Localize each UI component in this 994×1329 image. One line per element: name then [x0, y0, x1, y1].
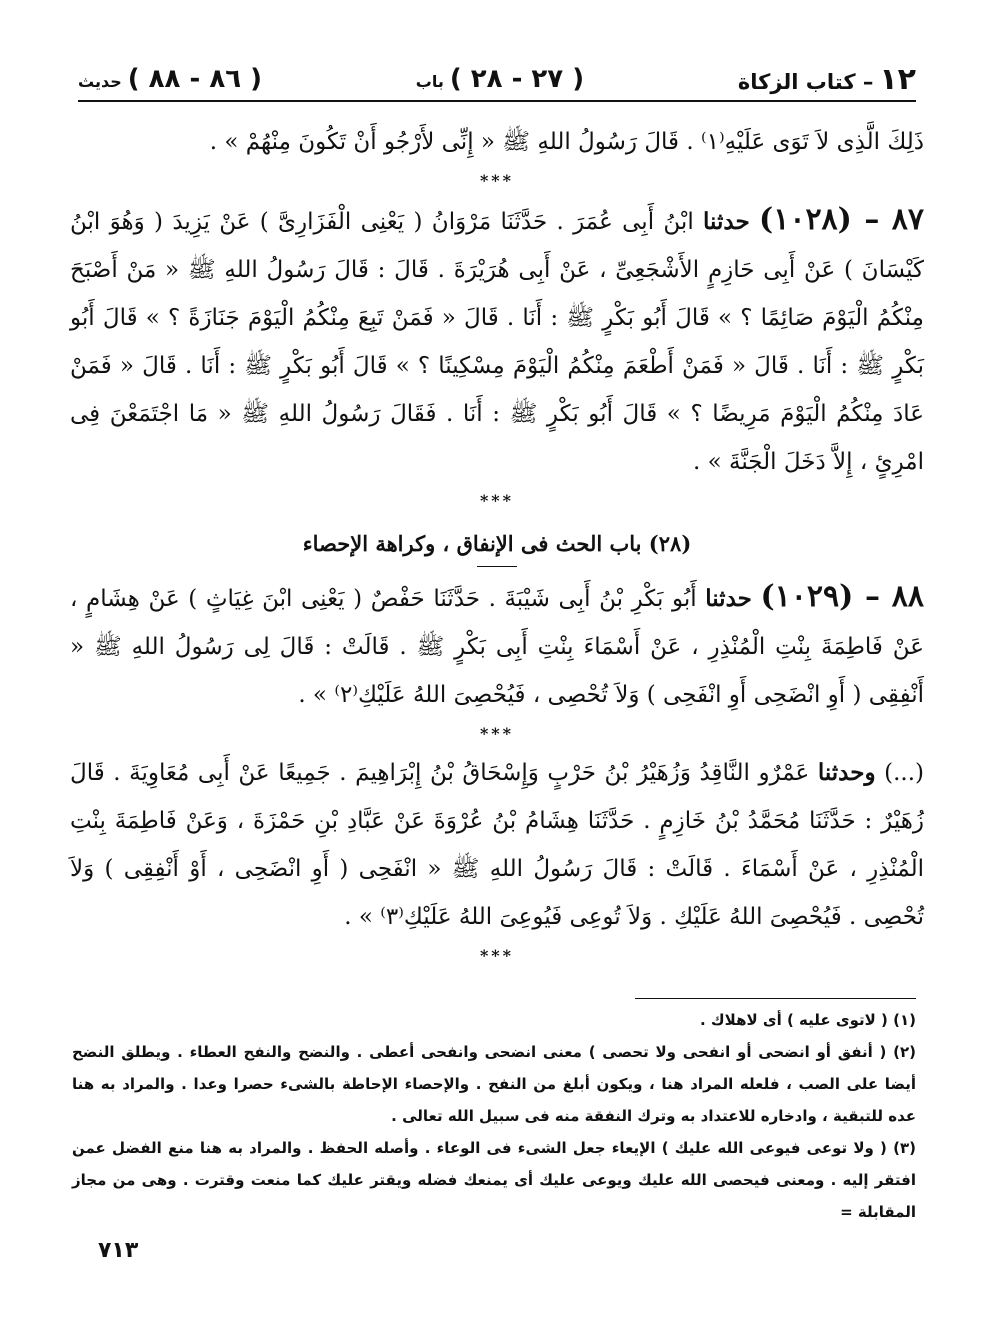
- hadith-number: (...): [884, 760, 924, 786]
- hadith-text: أَبُو بَكْرِ بْنُ أَبِى شَيْبَةَ . حَدَّثَنَا حَفْصٌ ( يَعْنِى ابْنَ غِيَاثٍ ) عَنْ هِشَامٍ ، عَنْ فَاطِمَةَ بِنْتِ الْمُنْذِرِ ، عَنْ أَسْمَاءَ بِنْتِ أَبِى بَكْرٍ ﷺ . قَالَتْ : قَالَ لِى رَسُولُ اللهِ ﷺ « أَنْفِقِى ( أَوِ انْضَحِى أَوِ انْفَحِى ) وَلاَ تُحْصِى ، فَيُحْصِىَ اللهُ عَلَيْكِ⁽٢⁾ » .: [70, 586, 924, 708]
- page-number: ٧١٣: [98, 1238, 139, 1263]
- footnote-3: (٣) ( ولا توعى فيوعى الله عليك ) الإيعاء جعل الشىء فى الوعاء . وأصله الحفظ . والمراد به هنا منع الفضل عمن افتقر إليه . ومعنى فيحصى الله عليك ويوعى عليك أى يمنعك فضله ويقتر عليك كما منعت وقترت . وهى من مجاز المقابلة =: [72, 1139, 916, 1221]
- hadith-text: ابْنُ أَبِى عُمَرَ . حَدَّثَنَا مَرْوَانُ ( يَعْنِى الْفَزَارِىَّ ) عَنْ يَزِيدَ ( وَهُوَ ابْنُ كَيْسَانَ ) عَنْ أَبِى حَازِمٍ الأَشْجَعِىِّ ، عَنْ أَبِى هُرَيْرَةَ . قَالَ : قَالَ رَسُولُ اللهِ ﷺ « مَنْ أَصْبَحَ مِنْكُمُ الْيَوْمَ صَائِمًا ؟ » قَالَ أَبُو بَكْرٍ ﷺ : أَنَا . قَالَ « فَمَنْ تَبِعَ مِنْكُمُ الْيَوْمَ جَنَازَةً ؟ » قَالَ أَبُو بَكْرٍ ﷺ : أَنَا . قَالَ « فَمَنْ أَطْعَمَ مِنْكُمُ الْيَوْمَ مِسْكِينًا ؟ » قَالَ أَبُو بَكْرٍ ﷺ : أَنَا . قَالَ « فَمَنْ عَادَ مِنْكُمُ الْيَوْمَ مَرِيضًا ؟ » قَالَ أَبُو بَكْرٍ ﷺ : أَنَا . فَقَالَ رَسُولُ اللهِ ﷺ « مَا اجْتَمَعْنَ فِى امْرِئٍ ، إِلاَّ دَخَلَ الْجَنَّةَ » .: [70, 209, 924, 475]
- title-underline: [477, 566, 517, 567]
- text-line-continuation: ذَلِكَ الَّذِى لاَ تَوَى عَلَيْهِ⁽١⁾ . قَالَ رَسُولُ اللهِ ﷺ « إِنِّى لأَرْجُو أَنْ تَكُونَ مِنْهُمْ » .: [209, 129, 924, 155]
- hadith-label: حديث: [78, 72, 122, 91]
- book-title: – كتاب الزكاة: [737, 69, 874, 94]
- running-header: [78, 60, 916, 98]
- narration-keyword: حدثنا: [703, 208, 750, 235]
- footnote-rule: [635, 998, 916, 999]
- hadith-text: عَمْرٌو النَّاقِدُ وَزُهَيْرُ بْنُ حَرْبٍ وَإِسْحَاقُ بْنُ إِبْرَاهِيمَ . جَمِيعًا عَنْ أَبِى مُعَاوِيَةَ . قَالَ زُهَيْرٌ : حَدَّثَنَا مُحَمَّدُ بْنُ خَازِمٍ . حَدَّثَنَا هِشَامُ بْنُ عُرْوَةَ عَنْ عَبَّادِ بْنِ حَمْزَةَ ، وَعَنْ فَاطِمَةَ بِنْتِ الْمُنْذِرِ ، عَنْ أَسْمَاءَ . قَالَتْ : قَالَ رَسُولُ اللهِ ﷺ « انْفَحِى ( أَوِ انْضَحِى ، أَوْ أَنْفِقِى ) وَلاَ تُحْصِى . فَيُحْصِىَ اللهُ عَلَيْكِ . وَلاَ تُوعِى فَيُوعِىَ اللهُ عَلَيْكِ⁽٣⁾ » .: [70, 760, 924, 930]
- header-rule: [78, 100, 916, 102]
- hadith-88-variant: [70, 749, 924, 941]
- main-text: [70, 118, 924, 971]
- chapter-title: (٢٨) باب الحث فى الإنفاق ، وكراهة الإحصاء: [302, 531, 692, 556]
- book-heading: [738, 62, 916, 97]
- section-divider: ***: [479, 491, 515, 510]
- section-divider: ***: [479, 946, 515, 965]
- footnotes: [72, 1004, 916, 1228]
- hadith-range: ( ٨٦ - ٨٨ ): [127, 64, 263, 94]
- section-divider: ***: [479, 724, 515, 743]
- narration-keyword: وحدثنا: [817, 759, 876, 786]
- section-divider: ***: [479, 171, 515, 190]
- hadith-number: ٨٧ – (١٠٢٨): [759, 202, 924, 237]
- hadith-88: [70, 573, 924, 719]
- chapter-range: ( ٢٧ - ٢٨ ): [449, 64, 585, 94]
- narration-keyword: حدثنا: [705, 585, 752, 612]
- footnote-2: (٢) ( أنفق أو انضحى أو انفحى ولا تحصى ) معنى انضحى وانفحى أعطى . والنضح والنفح العطاء . ويطلق النضح أيضا على الصب ، فلعله المراد هنا ، ويكون أبلغ من النفح . والإحصاء الإحاطة بالشىء حصرا وعدا . والمراد به هنا عده للتبقية ، وادخاره للاعتداد به وترك النفقة منه فى سبيل الله تعالى .: [72, 1043, 916, 1125]
- footnote-1: (١) ( لاتوى عليه ) أى لاهلاك .: [700, 1011, 916, 1029]
- hadith-heading: [78, 64, 262, 94]
- chapter-label: باب: [415, 72, 444, 91]
- hadith-87: [70, 196, 924, 486]
- hadith-number: ٨٨ – (١٠٢٩): [760, 579, 924, 614]
- chapter-heading: [416, 64, 584, 94]
- book-number: ١٢: [879, 61, 916, 97]
